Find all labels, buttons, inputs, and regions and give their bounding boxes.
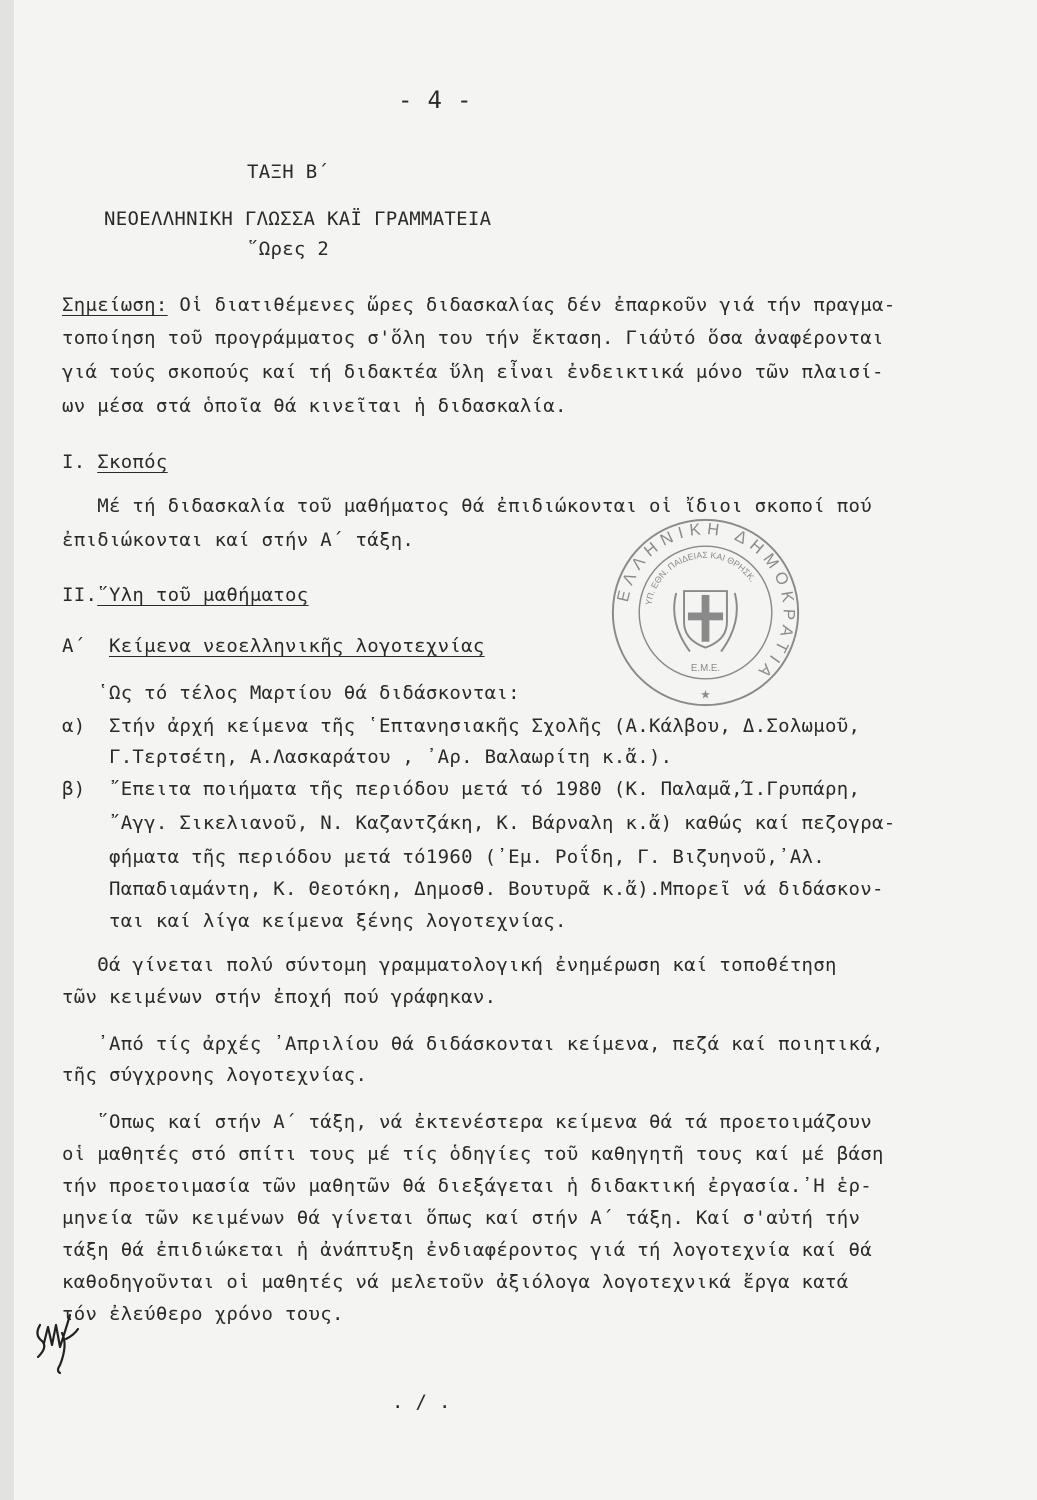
subject-heading: ΝΕΟΕΛΛΗΝΙΚΗ ΓΛΩΣΣΑ ΚΑΪ ΓΡΑΜΜΑΤΕΙΑ [104, 208, 492, 230]
body-line-14: οἱ μαθητές στό σπίτι τους μέ τίς ὁδηγίες τοῦ καθηγητῆ τους καί μέ βάση [62, 1143, 884, 1165]
section-1-number: Ι. [62, 451, 98, 473]
coat-of-arms-icon [674, 591, 737, 651]
note-line-4: ων μέσα στά ὁποῖα θά κινεῖται ἡ διδασκαλία. [62, 395, 567, 417]
page-edge [0, 0, 14, 1500]
section-2-heading [62, 583, 309, 607]
note-line-1 [62, 293, 895, 317]
body-line-16: μηνεία τῶν κειμένων θά γίνεται ὅπως καί στήν Α΄ τάξη. Καί σ'αὐτή τήν [62, 1207, 861, 1229]
page-number: - 4 - [398, 86, 472, 114]
stamp-bottom-text: Ε.Μ.Ε. [690, 663, 721, 674]
body-line-3: Γ.Τερτσέτη, Α.Λασκαράτου , ᾽Αρ. Βαλαωρίτη κ.ἄ.). [62, 746, 673, 768]
section-1-line-1: Μέ τή διδασκαλία τοῦ μαθήματος θά ἐπιδιώκονται οἱ ἴδιοι σκοποί πού [62, 495, 872, 517]
stamp-outer-text: ΕΛΛΗΝΙΚΗ ΔΗΜΟΚΡΑΤΙΑ [613, 519, 799, 686]
note-line-2: τοποίηση τοῦ προγράμματος σ'ὅλη του τήν ἔκταση. Γιάὐτό ὅσα ἀναφέρονται [62, 327, 884, 349]
body-line-19: τόν ἐλεύθερο χρόνο τους. [62, 1303, 344, 1325]
handwritten-initials [30, 1305, 82, 1375]
body-line-13: ῞Οπως καί στήν Α΄ τάξη, νά ἐκτενέστερα κείμενα θά τά προετοιμάζουν [62, 1111, 872, 1133]
hours-heading: ῞Ωρες 2 [247, 238, 330, 260]
body-line-11: ᾽Από τίς ἀρχές ᾽Απριλίου θά διδάσκονται κείμενα, πεζά καί ποιητικά, [62, 1033, 884, 1055]
section-1-heading [62, 450, 168, 474]
section-2-number: ΙΙ. [62, 584, 98, 606]
body-line-17: τάξη θά ἐπιδιώκεται ἡ ἀνάπτυξη ἐνδιαφέροντος γιά τή λογοτεχνία καί θά [62, 1239, 872, 1261]
section-1-title: Σκοπός [97, 451, 168, 473]
section-2-title: ῞Υλη τοῦ μαθήματος [97, 584, 309, 606]
stamp-inner-text: ΥΠ. ΕΘΝ. ΠΑΙΔΕΙΑΣ ΚΑΙ ΘΡΗΣΚ. [643, 549, 758, 607]
class-heading: ΤΑΞΗ Β΄ [247, 161, 330, 183]
body-line-10: τῶν κειμένων στήν ἐποχή πού γράφηκαν. [62, 986, 497, 1008]
section-1-line-2: ἐπιδιώκονται καί στήν Α΄ τάξη. [62, 529, 415, 551]
body-line-8: ται καί λίγα κείμενα ξένης λογοτεχνίας. [62, 910, 567, 932]
body-line-18: καθοδηγοῦνται οἱ μαθητές νά μελετοῦν ἀξιόλογα λογοτεχνικά ἔργα κατά [62, 1271, 849, 1293]
stamp-star-icon: ★ [700, 687, 711, 702]
body-line-9: Θά γίνεται πολύ σύντομη γραμματολογική ἐνημέρωση καί τοποθέτηση [62, 954, 837, 976]
continuation-mark: . / . [392, 1391, 451, 1413]
body-line-12: τῆς σύγχρονης λογοτεχνίας. [62, 1064, 368, 1086]
body-line-1: ῾Ως τό τέλος Μαρτίου θά διδάσκονται: [62, 682, 520, 704]
note-text-1: Οἱ διατιθέμενες ὥρες διδασκαλίας δέν ἐπαρκοῦν γιά τήν πραγμα- [167, 294, 896, 316]
note-line-3: γιά τούς σκοπούς καί τή διδακτέα ὕλη εἶναι ἐνδεικτικά μόνο τῶν πλαισί- [62, 361, 884, 383]
subsection-a-title: Κείμενα νεοελληνικῆς λογοτεχνίας [108, 635, 485, 657]
subsection-a-number: Α΄ [62, 635, 109, 657]
body-line-4: β) ῎Επειτα ποιήματα τῆς περιόδου μετά τό 1980 (Κ. Παλαμᾶ,Ί.Γρυπάρη, [62, 778, 861, 800]
body-line-15: τήν προετοιμασία τῶν μαθητῶν θά διεξάγεται ἡ διδακτική ἐργασία.᾽Η ἑρ- [62, 1175, 872, 1197]
body-line-5: ῎Αγγ. Σικελιανοῦ, Ν. Καζαντζάκη, Κ. Βάρναλη κ.ἄ) καθώς καί πεζογρα- [62, 812, 896, 834]
body-line-7: Παπαδιαμάντη, Κ. Θεοτόκη, Δημοσθ. Βουτυρᾶ κ.ἄ).Μπορεῖ νά διδάσκον- [62, 878, 884, 900]
note-label: Σημείωση: [62, 294, 168, 316]
official-stamp [608, 515, 803, 710]
body-line-2: α) Στήν ἀρχή κείμενα τῆς ῾Επτανησιακῆς Σχολῆς (Α.Κάλβου, Δ.Σολωμοῦ, [62, 715, 861, 737]
subsection-a-heading [62, 634, 485, 658]
body-line-6: φήματα τῆς περιόδου μετά τό1960 (᾽Εμ. Ροΐδη, Γ. Βιζυηνοῦ,᾽Αλ. [62, 846, 826, 868]
